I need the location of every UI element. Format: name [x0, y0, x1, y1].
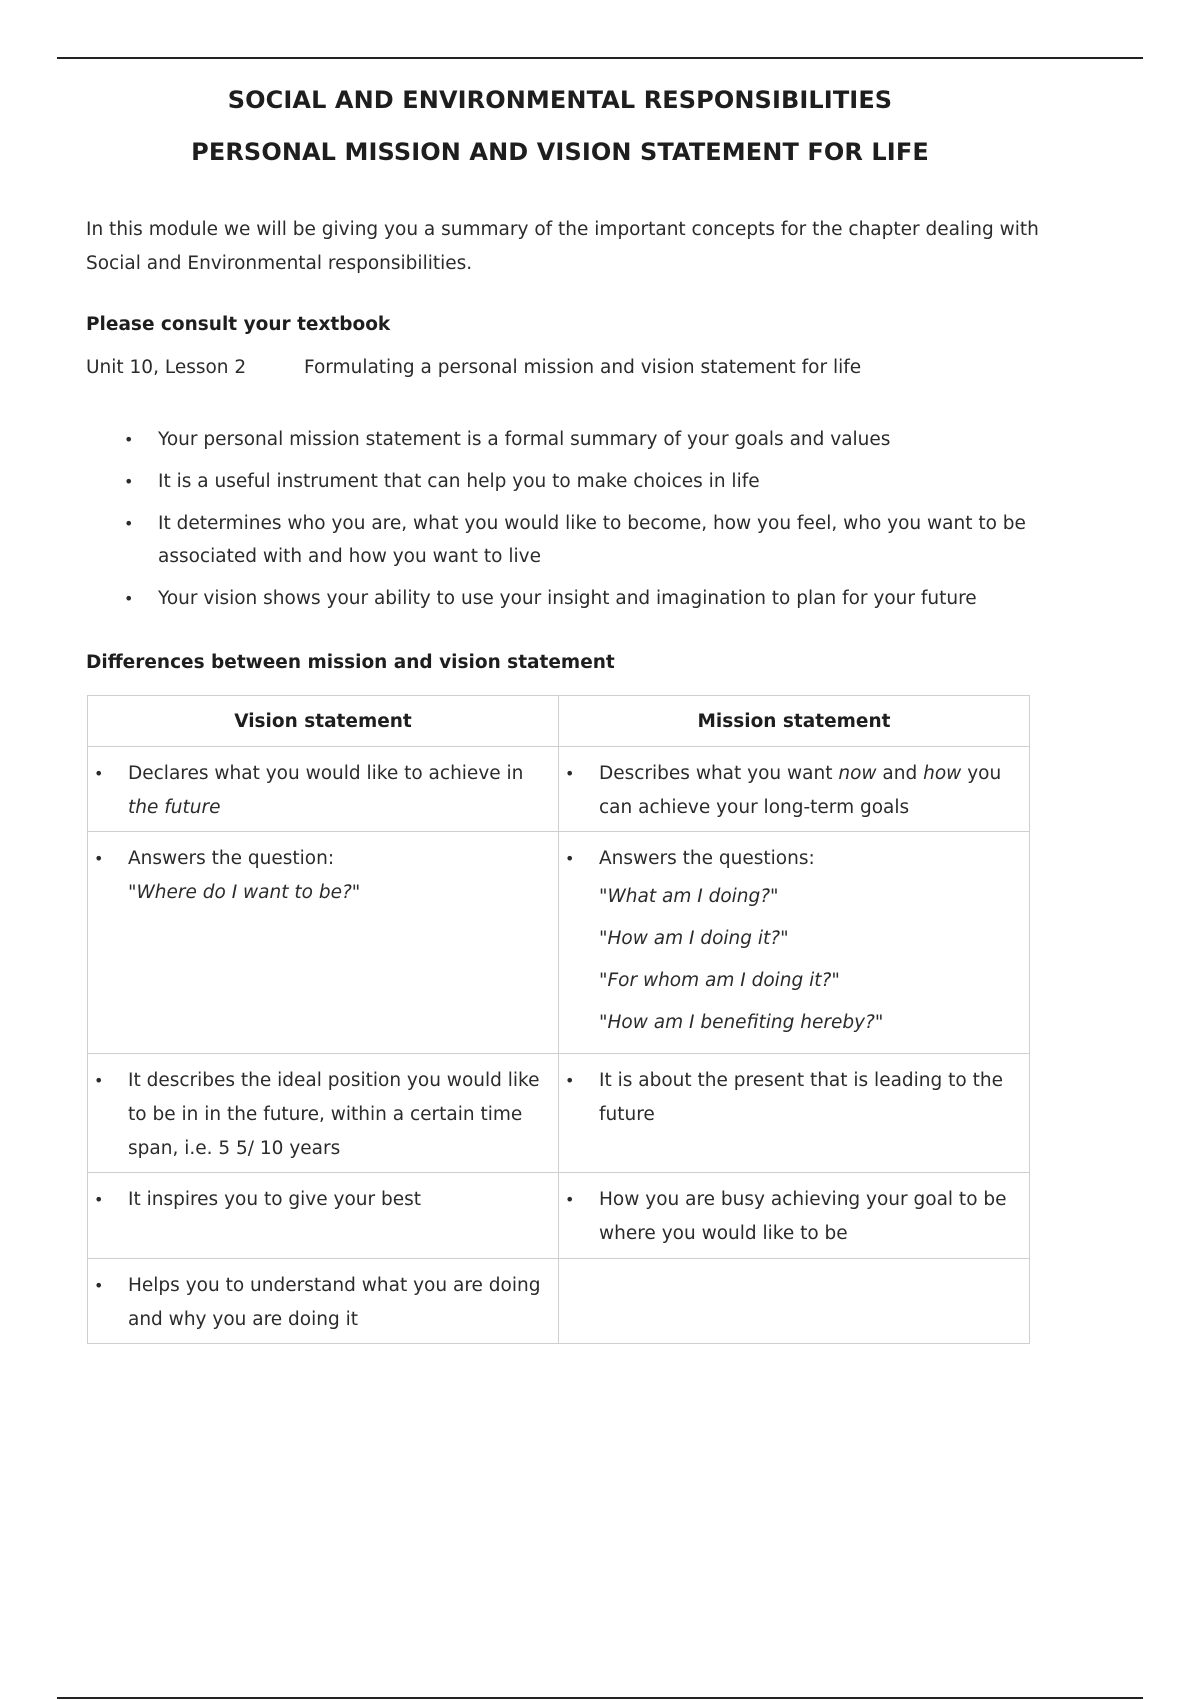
comparison-table [87, 695, 1030, 1344]
page-subtitle: PERSONAL MISSION AND VISION STATEMENT FOR LIFE [191, 138, 929, 166]
table-row [88, 1259, 1030, 1344]
page-title: SOCIAL AND ENVIRONMENTAL RESPONSIBILITIES [227, 86, 893, 114]
vision-cell: • It describes the ideal position you would like to be in in the future, within a certain time span, i.e. 5 5/ 10 years [88, 1054, 559, 1173]
bullet-icon: • [124, 514, 134, 533]
mission-column-header: Mission statement [559, 696, 1030, 747]
table-row [88, 747, 1030, 832]
bullet-icon: • [94, 764, 104, 783]
vision-column-header: Vision statement [88, 696, 559, 747]
unit-lesson: Unit 10, Lesson 2 [86, 357, 247, 378]
table-header-row [88, 696, 1030, 747]
differences-heading: Differences between mission and vision statement [86, 652, 615, 673]
bullet-icon: • [124, 430, 134, 449]
bullet-icon: • [94, 849, 104, 868]
table-row [88, 1054, 1030, 1173]
table-row [88, 832, 1030, 1054]
mission-cell: • Describes what you want now and how you can achieve your long-term goals [559, 747, 1030, 832]
bullet-icon: • [124, 472, 134, 491]
bullet-icon: • [94, 1276, 104, 1295]
list-item: • It determines who you are, what you would like to become, how you feel, who you want to be associated with and how you want to live [120, 507, 1050, 573]
mission-cell-empty [559, 1259, 1030, 1344]
vision-cell: • Answers the question: "Where do I want to be?" [88, 832, 559, 1054]
vision-cell: • Helps you to understand what you are doing and why you are doing it [88, 1259, 559, 1344]
bullet-icon: • [124, 589, 134, 608]
bullet-icon: • [565, 1071, 575, 1090]
bullet-icon: • [94, 1190, 104, 1209]
list-item: • It is a useful instrument that can help you to make choices in life [120, 465, 1050, 498]
lesson-topic: Formulating a personal mission and vision statement for life [304, 357, 862, 378]
mission-cell: • How you are busy achieving your goal to be where you would like to be [559, 1173, 1030, 1259]
bullet-icon: • [565, 1190, 575, 1209]
vision-cell: • It inspires you to give your best [88, 1173, 559, 1259]
mission-cell: • Answers the questions: "What am I doing?" "How am I doing it?" "For whom am I doing it?" "How am I benefiting hereby?" [559, 832, 1030, 1054]
consult-heading: Please consult your textbook [86, 314, 391, 335]
list-item: • Your personal mission statement is a formal summary of your goals and values [120, 423, 1050, 456]
unit-lesson-line [86, 357, 862, 378]
table-row [88, 1173, 1030, 1259]
top-rule [57, 57, 1143, 59]
bullet-icon: • [565, 849, 575, 868]
list-item: • Your vision shows your ability to use your insight and imagination to plan for your future [120, 582, 1050, 615]
mission-cell: • It is about the present that is leading to the future [559, 1054, 1030, 1173]
bullet-icon: • [565, 764, 575, 783]
intro-paragraph: In this module we will be giving you a summary of the important concepts for the chapter dealing with Social and Environmental responsibilities. [86, 219, 1039, 274]
summary-bullet-list [120, 423, 1050, 624]
bullet-icon: • [94, 1071, 104, 1090]
vision-cell: • Declares what you would like to achieve in the future [88, 747, 559, 832]
bottom-rule [57, 1697, 1143, 1699]
